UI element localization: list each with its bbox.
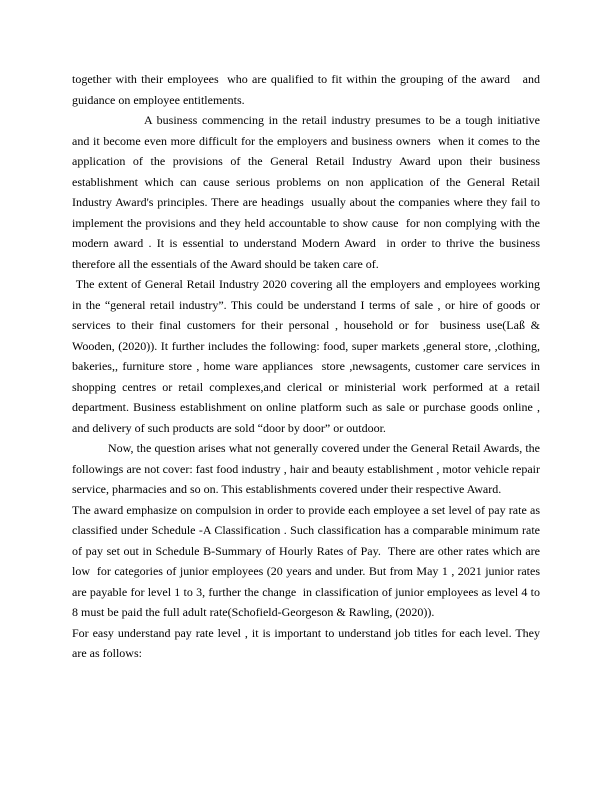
paragraph-job-titles: For easy understand pay rate level , it is important to understand job titles for each level. They are as follows: bbox=[72, 625, 543, 660]
paragraph-award-extent: The extent of General Retail Industry 2020 covering all the employers and employees working in the “general retail industry”. This could be understand I terms of sale , or hire of goods or services to their final customers for their personal , household or for business use(Laß & Wooden, (2020)). It further includes the following: food, super markets ,general store, ,clothing, bakeries,, furniture store , home ware appliances store ,newsagents, customer care services in shopping centres or retail complexes,and clerical or ministerial work performed at a retail department. Business establishment on online platform such as sale or purchase goods online , and delivery of such products are sold “door by door” or outdoor. bbox=[72, 277, 543, 435]
paragraph-continuation: together with their employees who are qualified to fit within the grouping of the award and guidance on employee entitlements. bbox=[72, 72, 543, 107]
paragraph-not-covered: Now, the question arises what not generally covered under the General Retail Awards, the followings are not cover: fast food industry , hair and beauty establishment , motor vehicle repair service, pharmacies and so on. This establishments covered under their respective Award. bbox=[72, 441, 543, 496]
document-body bbox=[72, 69, 543, 664]
paragraph-pay-rates: The award emphasize on compulsion in order to provide each employee a set level of pay rate as classified under Schedule -A Classification . Such classification has a comparable minimum rate of pay set out in Schedule B-Summary of Hourly Rates of Pay. There are other rates which are low for categories of junior employees (20 years and under. But from May 1 , 2021 junior rates are payable for level 1 to 3, further the change in classification of junior employees as level 4 to 8 must be paid the full adult rate(Schofield-Georgeson & Rawling, (2020)). bbox=[72, 502, 543, 619]
paragraph-retail-industry-intro: A business commencing in the retail industry presumes to be a tough initiative and it become even more difficult for the employers and business owners when it comes to the application of the provisions of the General Retail Industry Award upon their business establishment which can cause serious problems on non application of the General Retail Industry Award's principles. There are headings usually about the companies where they fail to implement the provisions and they held accountable to show cause for non complying with the modern award . It is essential to understand Modern Award in order to thrive the business therefore all the essentials of the Award should be taken care of. bbox=[72, 113, 543, 271]
